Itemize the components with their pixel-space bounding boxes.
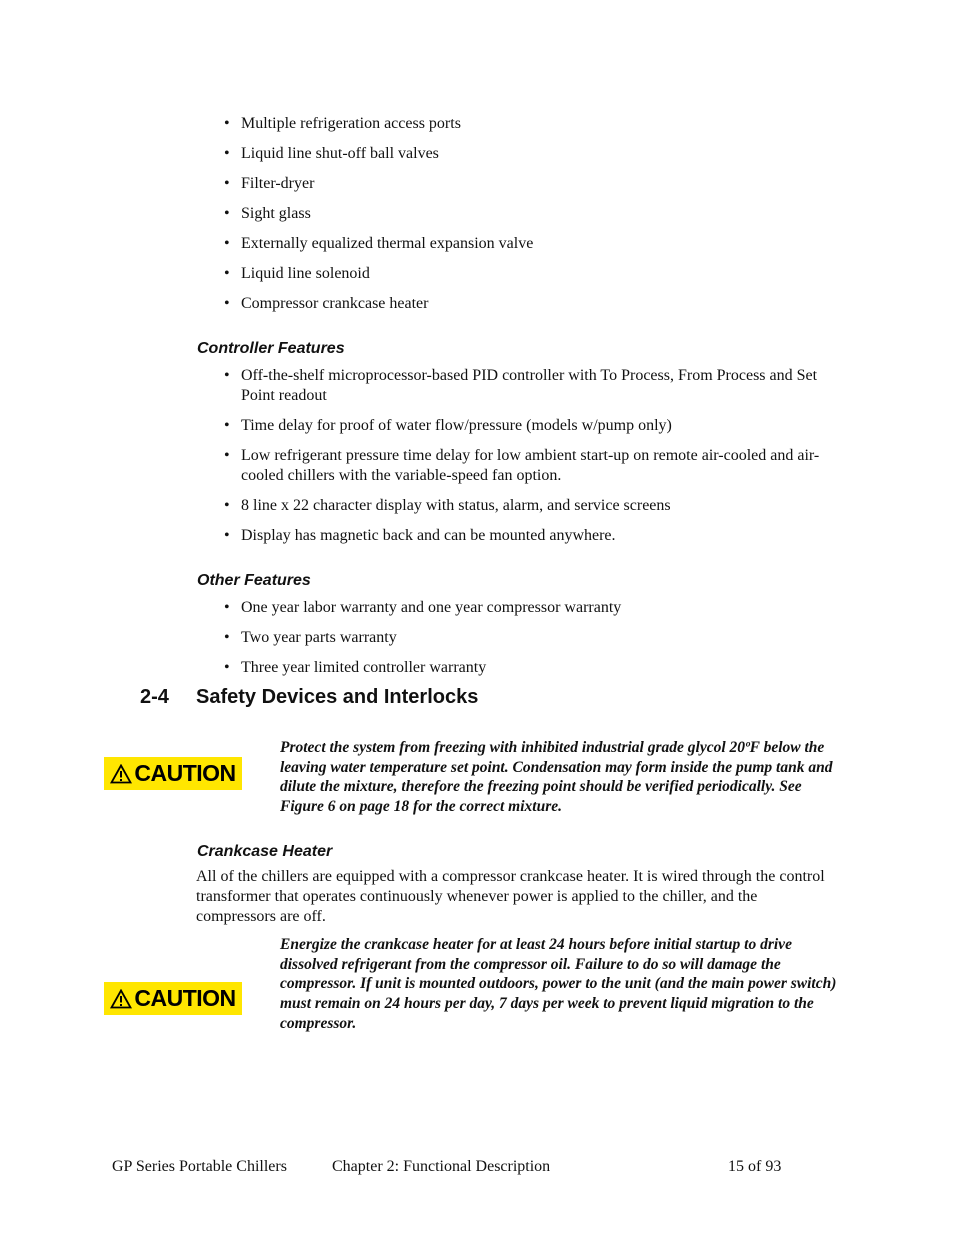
section-number: 2-4 <box>140 686 169 708</box>
list-item: • Compressor crankcase heater <box>224 294 844 314</box>
caution-badge <box>104 757 242 790</box>
list-item: • Liquid line shut-off ball valves <box>224 144 844 164</box>
caution-label: CAUTION <box>134 985 236 1011</box>
caution-label: CAUTION <box>134 760 236 786</box>
list-item: • One year labor warranty and one year compressor warranty <box>224 598 844 618</box>
list-item: • Low refrigerant pressure time delay for low ambient start-up on remote air-cooled and air-cooled chillers with the variable-speed fan option. <box>224 446 844 486</box>
footer-chapter: Chapter 2: Functional Description <box>332 1158 551 1175</box>
list-item: • Time delay for proof of water flow/pressure (models w/pump only) <box>224 416 844 436</box>
warning-triangle-icon <box>110 989 132 1009</box>
other-features-list <box>224 598 844 688</box>
list-item: • Liquid line solenoid <box>224 264 844 284</box>
list-item: • Sight glass <box>224 204 844 224</box>
list-item: • Multiple refrigeration access ports <box>224 114 844 134</box>
caution-message: Protect the system from freezing with inhibited industrial grade glycol 20ºF below the leaving water temperature set point. Condensation may form inside the pump tank and dilute the mixture, therefore the freezing point should be verified periodically. See Figure 6 on page 18 for the correct mixture. <box>280 739 833 816</box>
crankcase-heater-heading: Crankcase Heater <box>197 843 333 860</box>
refrigeration-features-list <box>224 114 844 324</box>
list-item: • Display has magnetic back and can be mounted anywhere. <box>224 526 844 546</box>
section-heading <box>140 684 478 710</box>
caution-badge <box>104 982 242 1015</box>
list-item: • Two year parts warranty <box>224 628 844 648</box>
warning-triangle-icon <box>110 764 132 784</box>
controller-features-heading: Controller Features <box>197 340 345 357</box>
section-title: Safety Devices and Interlocks <box>196 686 479 708</box>
list-item: • 8 line x 22 character display with status, alarm, and service screens <box>224 496 844 516</box>
list-item: • Filter-dryer <box>224 174 844 194</box>
footer-page-number: 15 of 93 <box>728 1158 782 1175</box>
other-features-heading: Other Features <box>197 572 311 589</box>
crankcase-heater-paragraph: All of the chillers are equipped with a compressor crankcase heater. It is wired through the control transformer that operates continuously whenever power is applied to the chiller, and the compressors are off. <box>196 868 825 925</box>
footer-product: GP Series Portable Chillers <box>112 1158 287 1175</box>
list-item: • Externally equalized thermal expansion valve <box>224 234 844 254</box>
list-item: • Three year limited controller warranty <box>224 658 844 678</box>
list-item: • Off-the-shelf microprocessor-based PID controller with To Process, From Process and Set Point readout <box>224 366 844 406</box>
caution-message: Energize the crankcase heater for at least 24 hours before initial startup to drive dissolved refrigerant from the compressor oil. Failure to do so will damage the compressor. If unit is mounted outdoors, power to the unit (and the main power switch) must remain on 24 hours per day, 7 days per week to prevent liquid migration to the compressor. <box>280 936 837 1032</box>
controller-features-list <box>224 366 844 556</box>
